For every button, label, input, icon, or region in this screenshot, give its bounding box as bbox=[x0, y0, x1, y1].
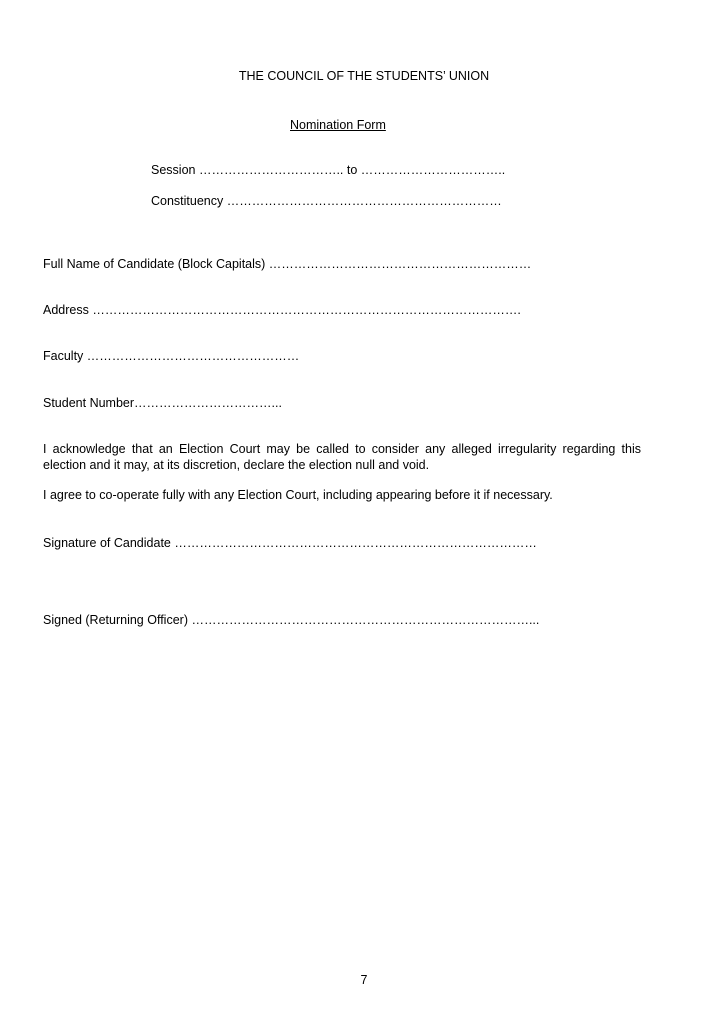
returning-officer-signature-field: Signed (Returning Officer) ………………………………………………………………………... bbox=[43, 613, 540, 627]
constituency-field: Constituency ………………………………………………………… bbox=[151, 194, 502, 208]
agree-paragraph: I agree to co-operate fully with any Election Court, including appearing before it if necessary. bbox=[43, 488, 553, 502]
acknowledge-paragraph: I acknowledge that an Election Court may be called to consider any alleged irregularity regarding this election and it may, at its discretion, declare the election null and void. bbox=[43, 442, 641, 472]
full-name-field: Full Name of Candidate (Block Capitals) ……………………………………………………… bbox=[43, 257, 532, 271]
candidate-signature-field: Signature of Candidate …………………………………………………………………………… bbox=[43, 536, 537, 550]
document-title: THE COUNCIL OF THE STUDENTS’ UNION bbox=[238, 69, 490, 83]
address-field: Address …………………………………………………………………………………………. bbox=[43, 303, 521, 317]
session-field: Session …………………………….. to …………………………….. bbox=[151, 163, 506, 177]
faculty-field: Faculty …………………………………………… bbox=[43, 349, 300, 363]
student-number-field: Student Number……………………………... bbox=[43, 396, 282, 410]
form-title: Nomination Form bbox=[290, 118, 386, 132]
page-number: 7 bbox=[360, 973, 368, 987]
